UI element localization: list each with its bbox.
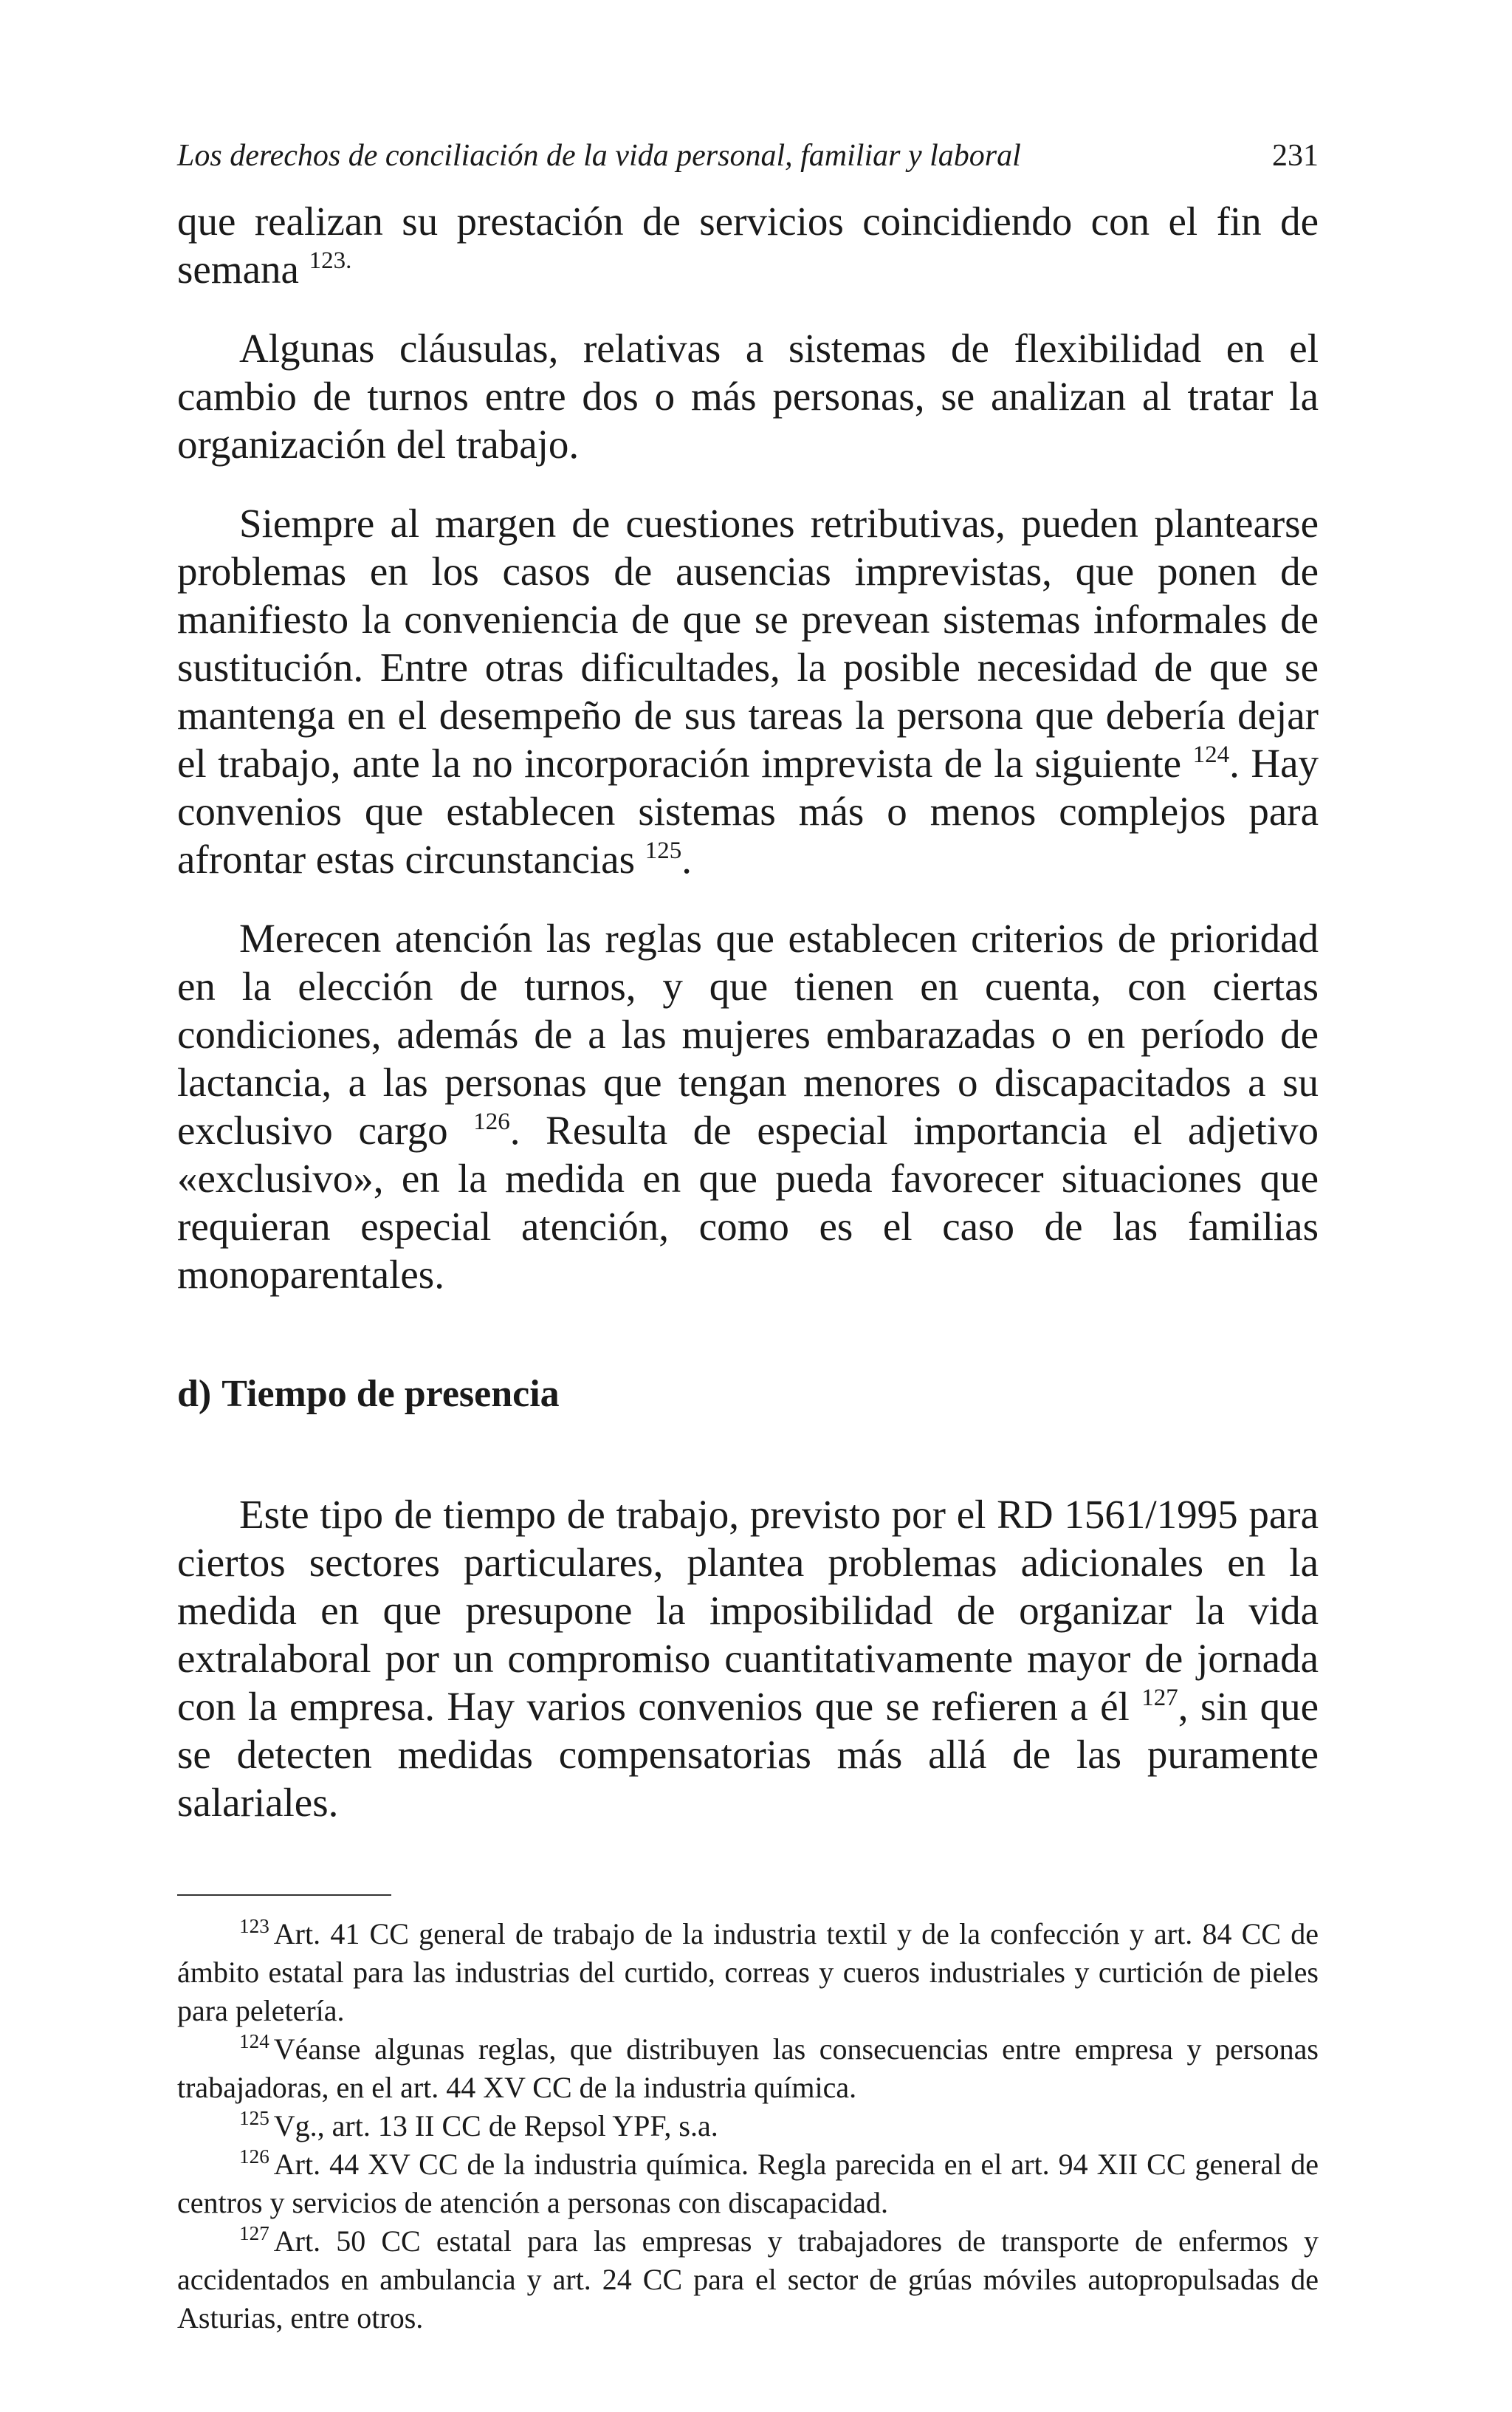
paragraph-3 — [177, 499, 1319, 883]
paragraph-3-part-a: Siempre al margen de cuestiones retributivas, pueden plantearse problemas en los casos de ausencias imprevistas, que ponen de manifiesto la conveniencia de que se prevean sistemas informales de sustitución. Entre otras dificultades, la posible necesidad de que se mantenga en el desempeño de sus tareas la persona que debería dejar el trabajo, ante la no incorporación imprevista de la siguiente — [177, 501, 1319, 786]
footnote — [177, 2145, 1319, 2222]
footnote-ref-125: 125 — [645, 837, 682, 865]
running-title: Los derechos de conciliación de la vida personal, familiar y laboral — [177, 139, 1021, 173]
footnote — [177, 1915, 1319, 2030]
book-page — [177, 137, 1319, 2337]
paragraph-4-part-a: Merecen atención las reglas que establecen criterios de prioridad en la elección de turnos, y que tienen en cuenta, con ciertas condiciones, además de a las mujeres embarazadas o en período de lactancia, a las personas que tengan menores o discapacitados a su exclusivo cargo — [177, 916, 1319, 1153]
footnote-ref-126: 126 — [473, 1109, 510, 1136]
footnote-ref-127: 127 — [1141, 1685, 1178, 1712]
footnote — [177, 2222, 1319, 2337]
paragraph-4 — [177, 914, 1319, 1298]
section-paragraph-part-a: Este tipo de tiempo de trabajo, previsto por el RD 1561/1995 para ciertos sectores particulares, plantea problemas adicionales en la medida en que presupone la imposibilidad de organizar la vida extralaboral por un compromiso cuantitativamente mayor de jornada con la empresa. Hay varios convenios que se refieren a él — [177, 1492, 1319, 1729]
footnote-text: Art. 41 CC general de trabajo de la industria textil y de la confección y art. 84 CC de ámbito estatal para las industrias del curtido, correas y cueros industriales y curtición de pieles para peletería. — [177, 1917, 1319, 2027]
section-title: Tiempo de presencia — [221, 1373, 560, 1415]
running-header — [177, 137, 1319, 175]
footnote-number: 126 — [239, 2145, 269, 2168]
footnote — [177, 2107, 1319, 2145]
footnote-number: 123 — [239, 1915, 269, 1938]
paragraph-1 — [177, 197, 1319, 293]
footnote — [177, 2030, 1319, 2107]
body-text — [177, 197, 1319, 1826]
paragraph-2: Algunas cláusulas, relativas a sistemas de flexibilidad en el cambio de turnos entre dos o más personas, se analizan al tratar la organización del trabajo. — [177, 326, 1319, 467]
section-heading — [177, 1372, 1319, 1416]
footnote-number: 127 — [239, 2222, 269, 2245]
section-paragraph — [177, 1490, 1319, 1826]
footnote-text: Art. 44 XV CC de la industria química. Regla parecida en el art. 94 XII CC general de centros y servicios de atención a personas con discapacidad. — [177, 2148, 1319, 2219]
footnote-text: Véanse algunas reglas, que distribuyen las consecuencias entre empresa y personas trabajadoras, en el art. 44 XV CC de la industria química. — [177, 2032, 1319, 2104]
paragraph-3-part-c: . — [681, 837, 692, 882]
section-marker: d) — [177, 1373, 212, 1415]
footnote-number: 124 — [239, 2030, 269, 2053]
paragraph-3-part-b: . Hay convenios que establecen sistemas más o menos complejos para afrontar estas circunstancias — [177, 741, 1319, 882]
footnote-divider — [177, 1894, 391, 1896]
footnotes — [177, 1915, 1319, 2337]
page-number: 231 — [1272, 139, 1319, 173]
footnote-ref-123: 123. — [309, 247, 352, 275]
section-paragraph-part-b: , sin que se detecten medidas compensatorias más allá de las puramente salariales. — [177, 1684, 1319, 1825]
paragraph-1-text: que realizan su prestación de servicios coincidiendo con el fin de semana — [177, 199, 1319, 292]
footnote-number: 125 — [239, 2107, 269, 2130]
footnote-text: Art. 50 CC estatal para las empresas y trabajadores de transporte de enfermos y accidentados en ambulancia y art. 24 CC para el sector de grúas móviles autopropulsadas de Asturias, entre otros. — [177, 2224, 1319, 2334]
footnote-text: Vg., art. 13 II CC de Repsol YPF, s.a. — [273, 2109, 718, 2142]
paragraph-4-part-b: . Resulta de especial importancia el adjetivo «exclusivo», en la medida en que pueda favorecer situaciones que requieran especial atención, como es el caso de las familias monoparentales. — [177, 1108, 1319, 1297]
footnote-ref-124: 124 — [1192, 741, 1230, 769]
